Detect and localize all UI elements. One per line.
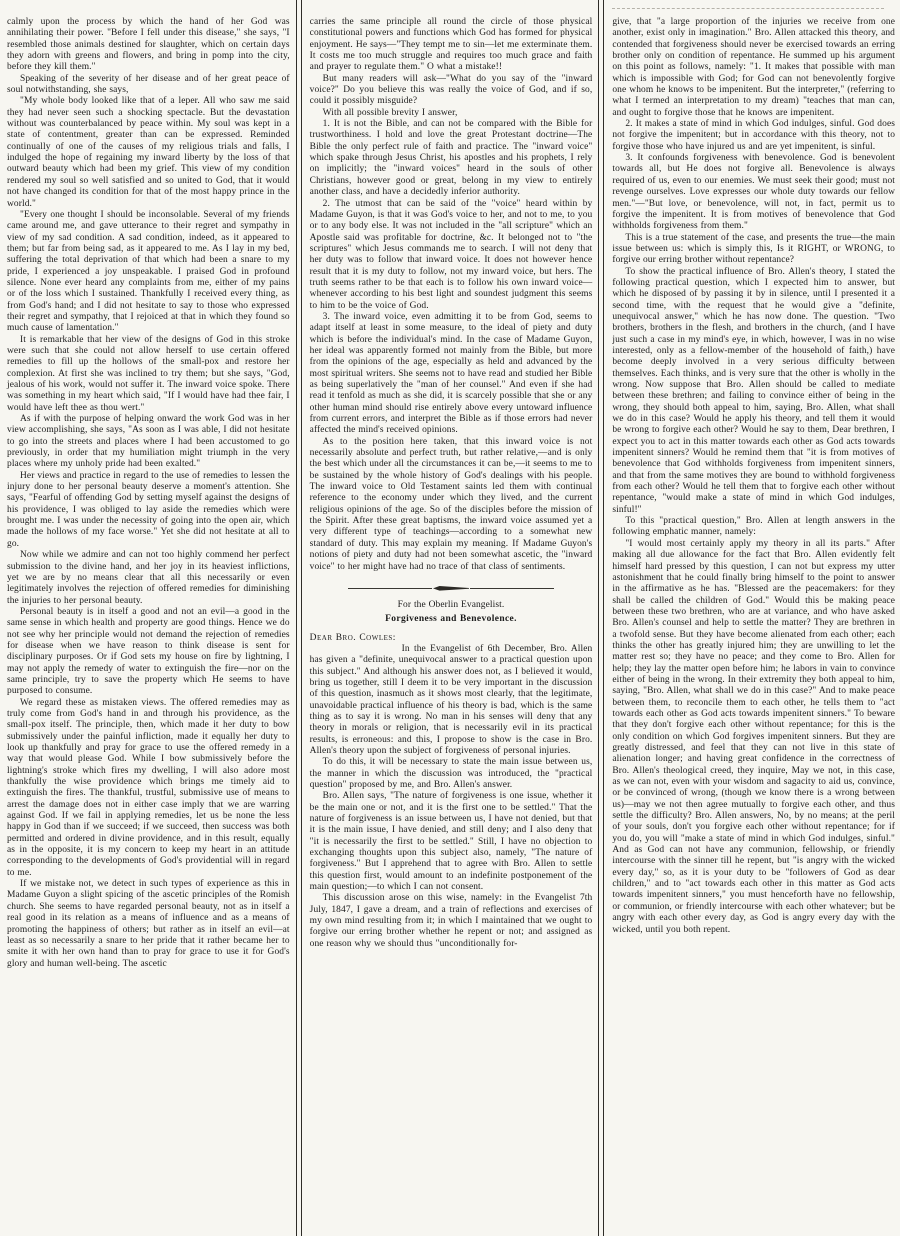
article-title: Forgiveness and Benevolence. [385, 614, 517, 625]
paragraph: To do this, it will be necessary to state the main issue between us, the manner in which the discussion was introduced, the "practical question" proposed by me, and Bro. Allen's answer. [309, 757, 593, 790]
article-divider [348, 585, 555, 592]
letter-salutation: Dear Bro. Cowles: [309, 632, 396, 643]
paragraph: Personal beauty is in itself a good and not an evil—a good in the same sense in which health and property are good things. Hence we do not see why her principle would not demand the rejection of remedies for disease when we have reason to think disease is sent for disciplinary purposes. Or if God sets my house on fire by lightning, I may not apply the remedy of water to extinguish the fire—nor on the same principle, try to save the property which He seems to have purposed to consume. [7, 606, 290, 697]
divider-line [348, 588, 432, 589]
paragraph: 3. It confounds forgiveness with benevolence. God is benevolent towards all, but He does not forgive all. Benevolence is always required of us, even to our enemies. We must seek their good; must not revenge ourselves. Love expresses our whole duty towards our fellow men."—"But love, or benevolence, will not, in fact, permit us to forgive the impenitent. It is from motives of benevolence that God withholds forgiveness from them." [612, 153, 896, 232]
paragraph: 2. The utmost that can be said of the "voice" heard within by Madame Guyon, is that it was God's voice to her, and not to me, to you or to any body else. It was not included in the "all scripture" which an Apostle said was profitable for doctrine, &c. It belonged not to "the scriptures" which Jesus commands me to search. I will not deny that her duty was to follow that inward voice. It does not however hence result that it is my duty to follow, not my inward voice, but hers. The truth seems rather to be that each is to follow his own inward voice—whenever according to his best light and soundest judgment this seems to him to be the voice of God. [309, 198, 593, 311]
column-2 [303, 0, 598, 1236]
paragraph: 2. It makes a state of mind in which God indulges, sinful. God does not forgive the impenitent; but in accordance with this theory, not to forgive those who have injured us and are yet impenitent, is sinful. [612, 119, 896, 152]
paragraph: "My whole body looked like that of a leper. All who saw me said they had never seen such a shocking spectacle. But the devastation without was counterbalanced by peace within. My soul was kept in a state of contentment, greater than can be expressed. Reminded continually of one of the causes of my religious trials and falls, I indulged the hope of regaining my inward liberty by the loss of that outward beauty which had been my grief. This view of my condition rendered my soul so well satisfied and so united to God, that it would not have changed its condition for that of the most happy prince in the world." [7, 96, 290, 209]
column-3 [605, 0, 900, 1236]
paragraph: With all possible brevity I answer, [322, 107, 458, 118]
paragraph: In the Evangelist of 6th December, Bro. Allen has given a "definite, unequivocal answer to a practical question upon this subject." And although his answer does not, as I believed it would, bring us together, still I deem it to be very important in the discussion of this question, inasmuch as it shows most clearly, that the legitimate, unavoidable practical influence of his theory is bad, which is the same thing as to say it is wrong. No man in his senses will deny that any theory in morals or religion, that is necessarily evil in its practical results, is erroneous: and this, I propose to show is the case in Bro. Allen's theory upon the subject of forgiveness of personal injuries. [309, 643, 593, 756]
divider-line [470, 588, 554, 589]
column-1 [0, 0, 295, 1236]
paragraph: If we mistake not, we detect in such types of experience as this in Madame Guyon a slight spicing of the ascetic principles of the Romish church. She seems to have regarded personal beauty, not as in itself a real good in its relation as a means of influence and as a means of promoting the happiness of others; but rather as in itself an evil—at least as so necessarily a snare to her pride that it rather became her to smite it with her own hand than to pray for grace to use it for God's glory and human well-being. The ascetic [7, 879, 290, 969]
paragraph: As if with the purpose of helping onward the work God was in her view accomplishing, she says, "As soon as I was able, I did not hesitate to go into the streets and places where I had been accustomed to go previously, in order that my humiliation might triumph in the very places where my unholy pride had been exalted." [7, 414, 290, 470]
paragraph: calmly upon the process by which the hand of her God was annihilating their power. "Before I fell under this disease," she says, "I resembled those animals destined for slaughter, which on certain days they adorn with greens and flowers, and bring in pomp into the city, before they kill them." [7, 17, 290, 73]
paragraph: To this "practical question," Bro. Allen at length answers in the following emphatic manner, namely: [612, 516, 896, 538]
paragraph: Speaking of the severity of her disease and of her great peace of soul notwithstanding, she says, [7, 73, 290, 96]
paragraph: give, that "a large proportion of the injuries we receive from one another, exist only in imagination." Bro. Allen attacked this theory, and contended that forgiveness should never be exercised towards an erring brother only on condition of repentance. He summed up his argument on this point as follows, namely: "1. It makes that possible with man which is impossible with God; for God can not benevolently forgive one whom he knows to be impenitent. But the interpreter," (referring to what I termed an interpretation to my dream) "teaches that man can, and ought to forgive those that he knows are impenitent. [612, 17, 896, 118]
paragraph: This is a true statement of the case, and presents the true—the main issue between us: which is simply this, Is it RIGHT, or WRONG, to forgive our erring brother without repentance? [612, 232, 896, 266]
paragraph: Bro. Allen says, "The nature of forgiveness is one issue, whether it be the main one or not, and it is the first one to be settled." That the nature of forgiveness is an issue between us, I have not denied, but that it is the main issue, I have denied, and still deny; and I also deny that "it is necessarily the first to be settled." Still, I have no objection to exchanging thoughts upon this subject also, namely, "The nature of forgiveness." But I apprehend that to agree with Bro. Allen to settle this question first, would amount to an indefinite postponement of the main question;—to which I can not consent. [309, 791, 593, 893]
paragraph: "I would most certainly apply my theory in all its parts." After making all due allowance for the fact that Bro. Allen evidently felt himself hard pressed by this question, I can not but express my utter astonishment that he could finally bring himself to the point to answer in the affirmative as he has. "Blessed are the peacemakers: for they shall be called the children of God." Would this be making peace between these two brethren, who are at variance, and who have asked Bro. Allen's counsel and help to settle the matter? They are brethren in a twofold sense. But they have become alienated from each other; each thinks the other has greatly injured him; they are unwilling to let the matter rest so; they have no peace; and they come to Bro. Allen for help; they lay the matter open before him; he labors in vain to convince either of being in the wrong. In their extremity they both appeal to him, saying, "Bro. Allen, what shall we do in this case?" And to make peace between them, to reconcile them to each other, he tells them to "act towards each other as God acts towards impenitent sinners." To beware that they don't forgive each other without repentance; for this is the only condition on which God forgives impenitent sinners. But they are greatly distressed, and feel that they can not live in this state of alienation longer; and having great confidence in the correctness of Bro. Allen's theological creed, they inquire, May we not, in this case, as we can not, even with your wisdom and sagacity to aid us, convince, or be convinced of wrong, (though we know there is a wrong between us)—may we not then agree mutually to forgive each other, and thus settle the difficulty? Bro. Allen answers, No, by no means; at the peril of your souls, don't you forgive each other without repentance; for if you do, you will "make a state of mind in which God indulges, sinful." And as God can not have any communion, fellowship, or friendly intercourse with the sinner till he repent, but "is angry with the wicked every day," so, as it is your duty to be "followers of God as dear children," and to "act towards each other in this matter as God acts towards impenitent sinners," you must henceforth have no fellowship, or communion, or friendly intercourse with each other whatever; but be angry with each other every day, as God is angry every day with the wicked, until you both repent. [612, 538, 896, 935]
article-credit-line: For the Oberlin Evangelist. [397, 599, 505, 610]
paragraph: Now while we admire and can not too highly commend her perfect submission to the divine hand, and her joy in its heaviest inflictions, yet we are by no means clear that all this necessarily or even legitimately involves the rejection of offered remedies for diminishing the injuries to her personal beauty. [7, 550, 290, 606]
column-divider-rule [598, 0, 604, 1236]
column-divider-rule [296, 0, 302, 1236]
paragraph: "Every one thought I should be inconsolable. Several of my friends came around me, and gave utterance to their regret and sympathy in view of my sad condition. A sad condition, indeed, as it appeared to them; but far from being sad, as it appeared to me. As I lay in my bed, suffering the total deprivation of that which had been a snare to my pride, I experienced a joy unspeakable. I praised God in profound silence. None ever heard any complaints from me, either of my pains or of the loss which I sustained. Thankfully I received every thing, as from God's hand; and I did not hesitate to say to those who expressed their regret and sympathy, that I rejoiced at that in which they found so much cause of lamentation." [7, 209, 290, 334]
paragraph: But many readers will ask—"What do you say of the "inward voice?" Do you believe this was really the voice of God, and if so, could it possibly misguide? [309, 73, 593, 107]
paragraph: 1. It is not the Bible, and can not be compared with the Bible for trustworthiness. I hold and love the great Protestant doctrine—The Bible the only perfect rule of faith and practice. The "inward voice" which spake through Jesus Christ, his apostles and his prophets, I rely on implicitly; the "inward voices" heard in the souls of other Christians, however good or great, belong in my view to entirely another class, and have a decidedly inferior authority. [309, 119, 593, 198]
paragraph: 3. The inward voice, even admitting it to be from God, seems to adapt itself at least in some measure, to the ideal of piety and duty which is before the individual's mind. In the case of Madame Guyon, her ideal was apparently formed not mainly from the Bible, but more from the opinions of the age, especially as held and advanced by the most spiritual writers. She seems not to have read and studied her Bible as being superlatively the "man of her counsel." And even if she had read it tenfold as much as she did, it is scarcely possible that she or any other human mind should rise entirely above every untoward influence from current errors, and interpret the Bible as if those errors had never affected the mind's received opinions. [309, 311, 593, 436]
divider-ornament-icon [433, 586, 469, 591]
paragraph: carries the same principle all round the circle of those physical constitutional powers and functions which God has formed for physical enjoyment. He says—"They tempt me to sin—let me exterminate them. It costs me too much struggle and requires too much grace and faith and prayer to regulate them." O what a mistake!! [309, 17, 593, 73]
paragraph: To show the practical influence of Bro. Allen's theory, I stated the following practical question, which I expected him to answer, but which he disposed of by passing it by in silence, until I presented it a second time, with the request that he would give a "definite, unequivocal answer," which he has now done. The question. "Two brothers, brothers in the flesh, and brothers in the church, (and I have just such a case in my mind's eye, in which, however, I was in no wise interested, only as a fellow-member of the household of faith,) have become deeply involved in a very serious difficulty between themselves. Each thinks, and is very sure that the other is wholly in the wrong. Now suppose that Bro. Allen should be called to mediate between these brethren; and failing to convince either of being in the wrong, they should both appeal to him, saying, Bro. Allen, what shall we do in this case? Would he apply his theory, and tell them it would be wrong to forgive each other? Would he say to them, Dear brethren, I expect you to act in this matter towards each other as God acts towards impenitent sinners? Would he remind them that "it is from motives of benevolence that God withholds forgiveness from impenitent sinners, and that from the same motives they are bound to withhold forgiveness from each other? Would he tell them that to forgive each other without repentance, "would make a state of mind in which God indulges, sinful!" [612, 266, 896, 515]
paragraph: This discussion arose on this wise, namely: in the Evangelist 7th July, 1847, I gave a dream, and a train of reflections and exercises of my own mind resulting from it; in which I maintained that we ought to forgive our erring brother whether he repent or not; and assigned as one reason why we should thus "unconditionally for- [309, 893, 593, 949]
paragraph: We regard these as mistaken views. The offered remedies may as truly come from God's hand in and through his providence, as the small-pox itself. The principle, then, which made it her duty to bow submissively under the painful infliction, made it equally her duty to look up thankfully and pray for grace to use the offered remedy in a way that would please God. While I bow submissively before the lightning's stroke which fires my dwelling, I will also adore most thankfully the wise providence which brings me timely aid to extinguish the fires. The thankful, trustful, submissive use of means to arrest the damage does not in either case imply that we are warring against God. If we fail in applying remedies, let us be none the less happy in God than if we succeed; if we succeed, then success was both permitted and ordered in divine providence, and in this result, equally as in the opposite, it is my concern to keep my heart in an attitude corresponding to the developments of God's providential will in regard to me. [7, 697, 290, 878]
paragraph: It is remarkable that her view of the designs of God in this stroke were such that she could not allow herself to use certain offered remedies to fill up the hollows of the small-pox and restore her complexion. At first she was inclined to try them; but she says, "God, jealous of his work, would not suffer it. The inward voice spoke. There was something in my heart which said, "If I would have had thee fair, I would have left thee as thou wert." [7, 334, 290, 413]
paragraph: Her views and practice in regard to the use of remedies to lessen the injury done to her personal beauty deserve a moment's attention. She says, "Fearful of offending God by setting myself against the designs of his providence, I was obliged to lay aside the remedies which were brought me. I was under the necessity of going into the open air, which made the hollows of my face worse." Yet she did not hesitate at all to go. [7, 470, 290, 549]
paragraph: As to the position here taken, that this inward voice is not necessarily absolute and perfect truth, but rather relative,—and is only the best which under all the circumstances it can be,—it seems to me to be sustained by the whole history of God's dealings with his people. The inward voice to Old Testament saints led them with continual reference to the economy under which they lived, and the current religious opinions of the age. So of the disciples before the mission of the Spirit. After these great baptisms, the inward voice assumed yet a very different type of teachings—according to a somewhat new standard of duty. This may explain my meaning. If Madame Guyon's notions of piety and duty had not been somewhat ascetic, the "inward voice" to her might have had no trace of that class of sentiments. [309, 436, 593, 572]
scan-artifact-line [612, 8, 884, 9]
